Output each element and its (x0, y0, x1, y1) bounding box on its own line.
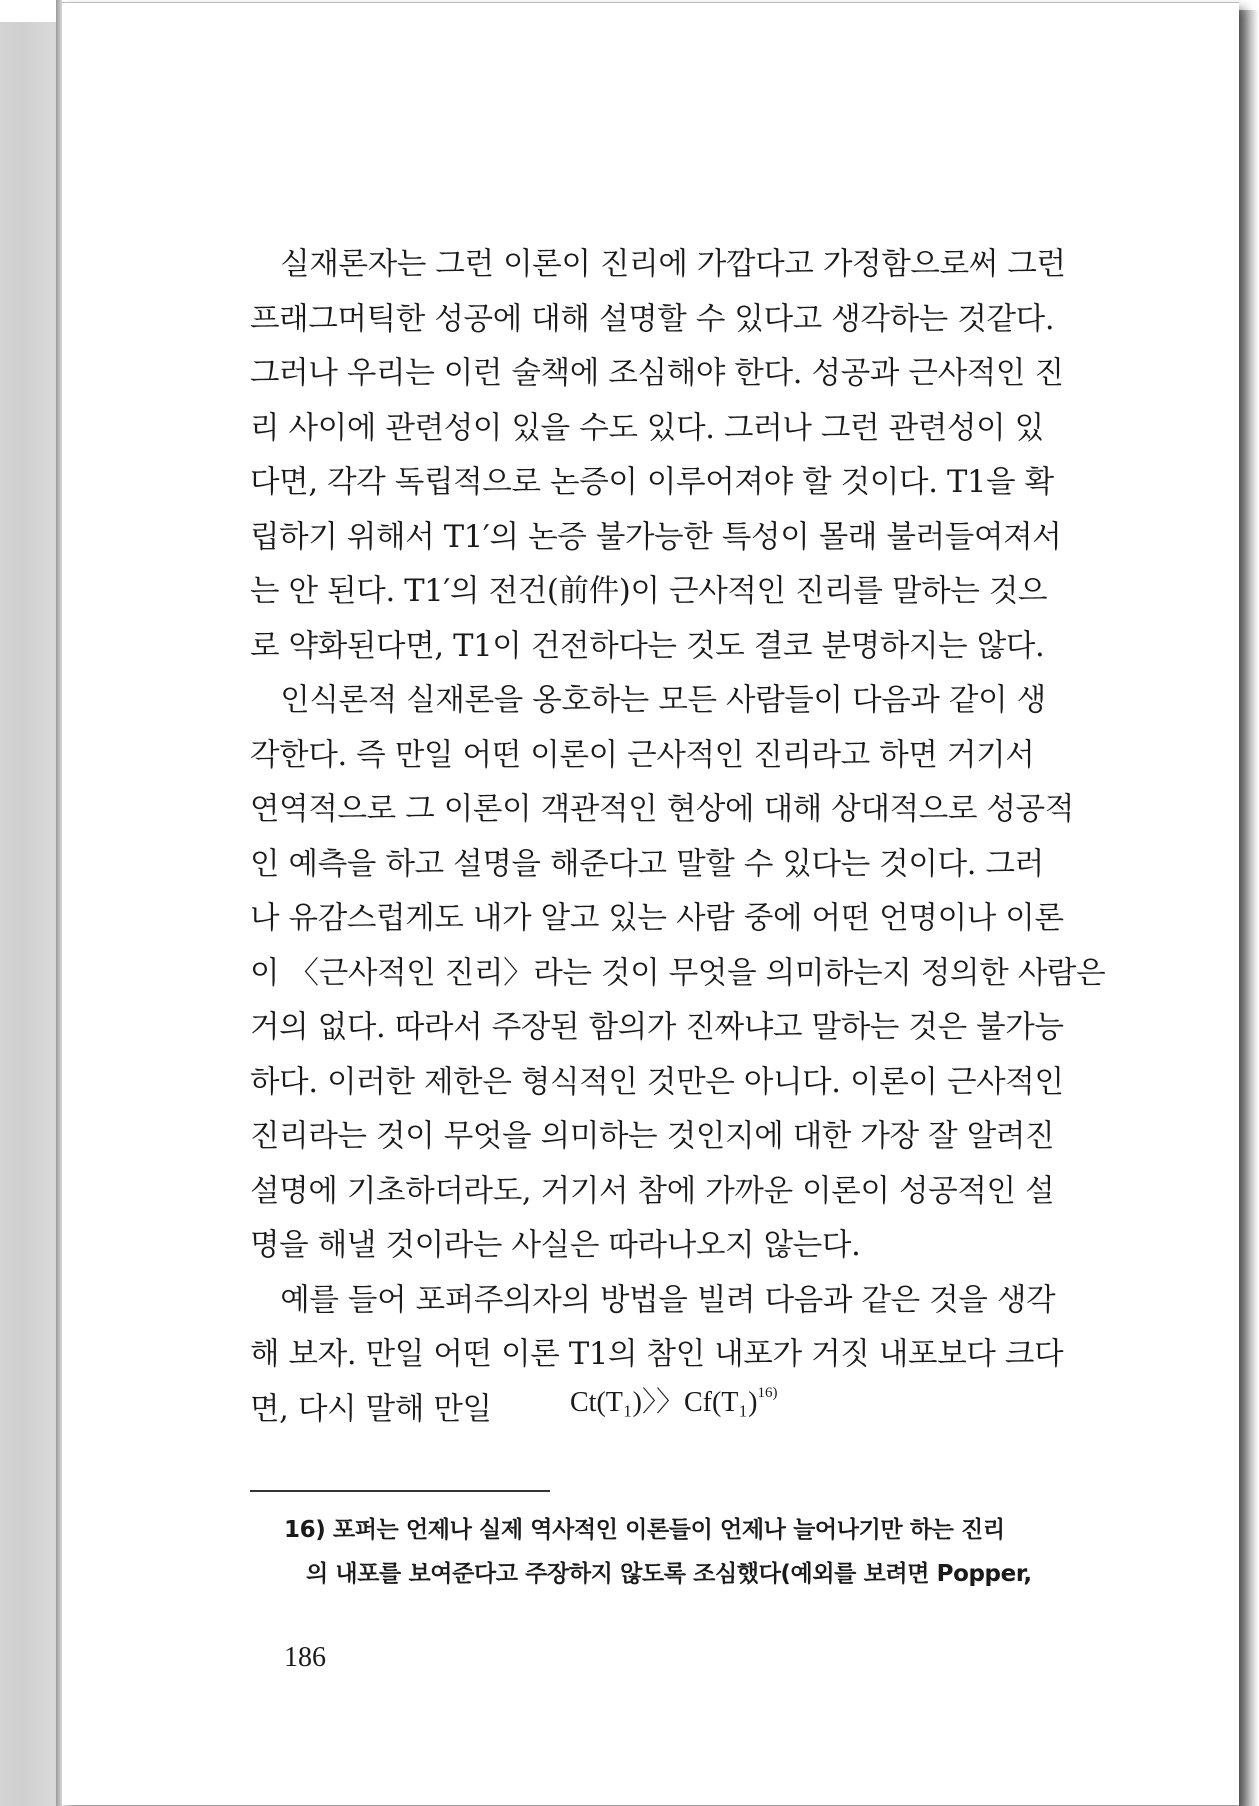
body-line: 리 사이에 관련성이 있을 수도 있다. 그러나 그런 관련성이 있 (250, 410, 1044, 446)
page-number: 186 (284, 1642, 326, 1673)
body-line: 그러나 우리는 이런 술책에 조심해야 한다. 성공과 근사적인 진 (250, 356, 1064, 391)
body-text (250, 238, 1106, 1437)
body-line: 연역적으로 그 이론이 객관적인 현상에 대해 상대적으로 성공적 (250, 792, 1075, 827)
body-line: 인식론적 실재론을 옹호하는 모든 사람들이 다음과 같이 생 (250, 683, 1046, 718)
formula-text: Ct(T₁)〉〉Cf(T₁) (570, 1387, 758, 1418)
body-line: 는 안 된다. T1′의 전건(前件)이 근사적인 진리를 말하는 것으 (250, 574, 1048, 609)
body-line: 설명에 기초하더라도, 거기서 참에 가까운 이론이 성공적인 설 (250, 1173, 1055, 1209)
body-line: 예를 들어 포퍼주의자의 방법을 빌려 다음과 같은 것을 생각 (250, 1282, 1056, 1318)
body-line: 하다. 이러한 제한은 형식적인 것만은 아니다. 이론이 근사적인 (250, 1064, 1064, 1100)
body-line: 면, 다시 말해 만일 (250, 1391, 492, 1427)
body-line: 각한다. 즉 만일 어떤 이론이 근사적인 진리라고 하면 거기서 (250, 737, 1035, 773)
body-line: 이 〈근사적인 진리〉라는 것이 무엇을 의미하는지 정의한 사람은 (250, 955, 1106, 991)
footnote-line: 16) 포퍼는 언제나 실제 역사적인 이론들이 언제나 늘어나기만 하는 진리 (284, 1517, 1005, 1543)
body-line: 해 보자. 만일 어떤 이론 T1의 참인 내포가 거짓 내포보다 크다 (250, 1337, 1064, 1372)
body-line: 다면, 각각 독립적으로 논증이 이루어져야 할 것이다. T1을 확 (250, 465, 1054, 500)
body-line: 인 예측을 하고 설명을 해준다고 말할 수 있다는 것이다. 그러 (250, 846, 1044, 882)
formula (570, 1380, 777, 1420)
footnote-ref: 16) (757, 1384, 778, 1401)
footnote-line: 의 내포를 보여준다고 주장하지 않도록 조심했다(예외를 보려면 Popper, (306, 1561, 1032, 1587)
body-line: 명을 해낼 것이라는 사실은 따라나오지 않는다. (250, 1228, 861, 1263)
body-line: 실재론자는 그런 이론이 진리에 가깝다고 가정함으로써 그런 (250, 247, 1066, 282)
page-shadow (1239, 10, 1259, 1806)
footnote (284, 1508, 1032, 1596)
body-line: 프래그머틱한 성공에 대해 설명할 수 있다고 생각하는 것같다. (250, 301, 1055, 337)
body-line: 나 유감스럽게도 내가 알고 있는 사람 중에 어떤 언명이나 이론 (250, 901, 1064, 936)
body-line: 진리라는 것이 무엇을 의미하는 것인지에 대한 가장 잘 알려진 (250, 1119, 1055, 1154)
footnote-rule (250, 1490, 550, 1492)
spine-edge (56, 0, 62, 1806)
book-spine (0, 22, 56, 1806)
body-line: 립하기 위해서 T1′의 논증 불가능한 특성이 몰래 불러들여져서 (250, 519, 1062, 555)
body-line: 로 약화된다면, T1이 건전하다는 것도 결코 분명하지는 않다. (250, 628, 1045, 664)
body-line: 거의 없다. 따라서 주장된 함의가 진짜냐고 말하는 것은 불가능 (250, 1010, 1064, 1045)
